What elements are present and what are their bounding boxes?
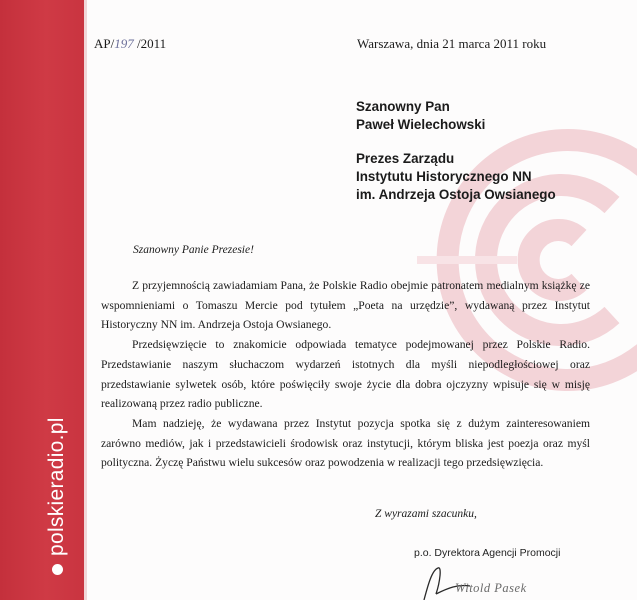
ref-suffix: /2011 [133, 36, 167, 51]
signer-name: Witold Pasek [455, 581, 527, 595]
addressee-block [356, 98, 556, 204]
brand-vertical-text: polskieradio.pl [45, 417, 68, 556]
band-edge [84, 0, 87, 600]
addressee-position: Prezes Zarządu [356, 151, 455, 166]
addressee-name: Paweł Wielechowski [356, 117, 486, 132]
addressee-institution-name: im. Andrzeja Ostoja Owsianego [356, 187, 556, 202]
letter-body [101, 276, 590, 473]
reference-number [94, 36, 166, 52]
letter-date: Warszawa, dnia 21 marca 2011 roku [357, 36, 547, 51]
salutation: Szanowny Panie Prezesie! [133, 244, 254, 256]
ref-prefix: AP/ [94, 36, 115, 51]
body-paragraph: Z przyjemnością zawiadamiam Pana, że Polskie Radio obejmie patronatem medialnym książkę ze wspomnieniami o Tomaszu Mercie pod tytułem „Poeta na urzędzie”, wydawaną przez Instytut Historyczny NN im. Andrzeja Ostoja Owsianego. [101, 279, 590, 332]
body-paragraph: Mam nadzieję, że wydawana przez Instytut pozycja spotka się z dużym zainteresowaniem zarówno mediów, jak i przedstawicieli środowisk oraz instytucji, którym bliska jest poezja oraz myśl polityczna. Życzę Państwu wielu sukcesów oraz powodzenia w realizacji tego przedsięwzięcia. [101, 416, 590, 470]
brand-dot-icon [52, 564, 63, 575]
body-paragraph: Przedsięwzięcie to znakomicie odpowiada tematyce podejmowanej przez Polskie Radio. Przedstawianie naszym słuchaczom wydarzeń istotnych dla myśli niepodległościowej oraz przedstawianie sylwetek osób, które poświęciły swoje życie dla dobra ojczyzny wpisuje się w misję realizowaną przez radio publiczne. [101, 338, 590, 411]
addressee-line: Szanowny Pan [356, 99, 450, 114]
brand-vertical-logo [45, 417, 69, 575]
addressee-institution: Instytutu Historycznego NN [356, 169, 532, 184]
signer-title: p.o. Dyrektora Agencji Promocji [414, 547, 561, 559]
closing: Z wyrazami szacunku, [375, 508, 477, 520]
ref-handwritten: 197 [114, 36, 134, 51]
brand-band [0, 0, 84, 600]
